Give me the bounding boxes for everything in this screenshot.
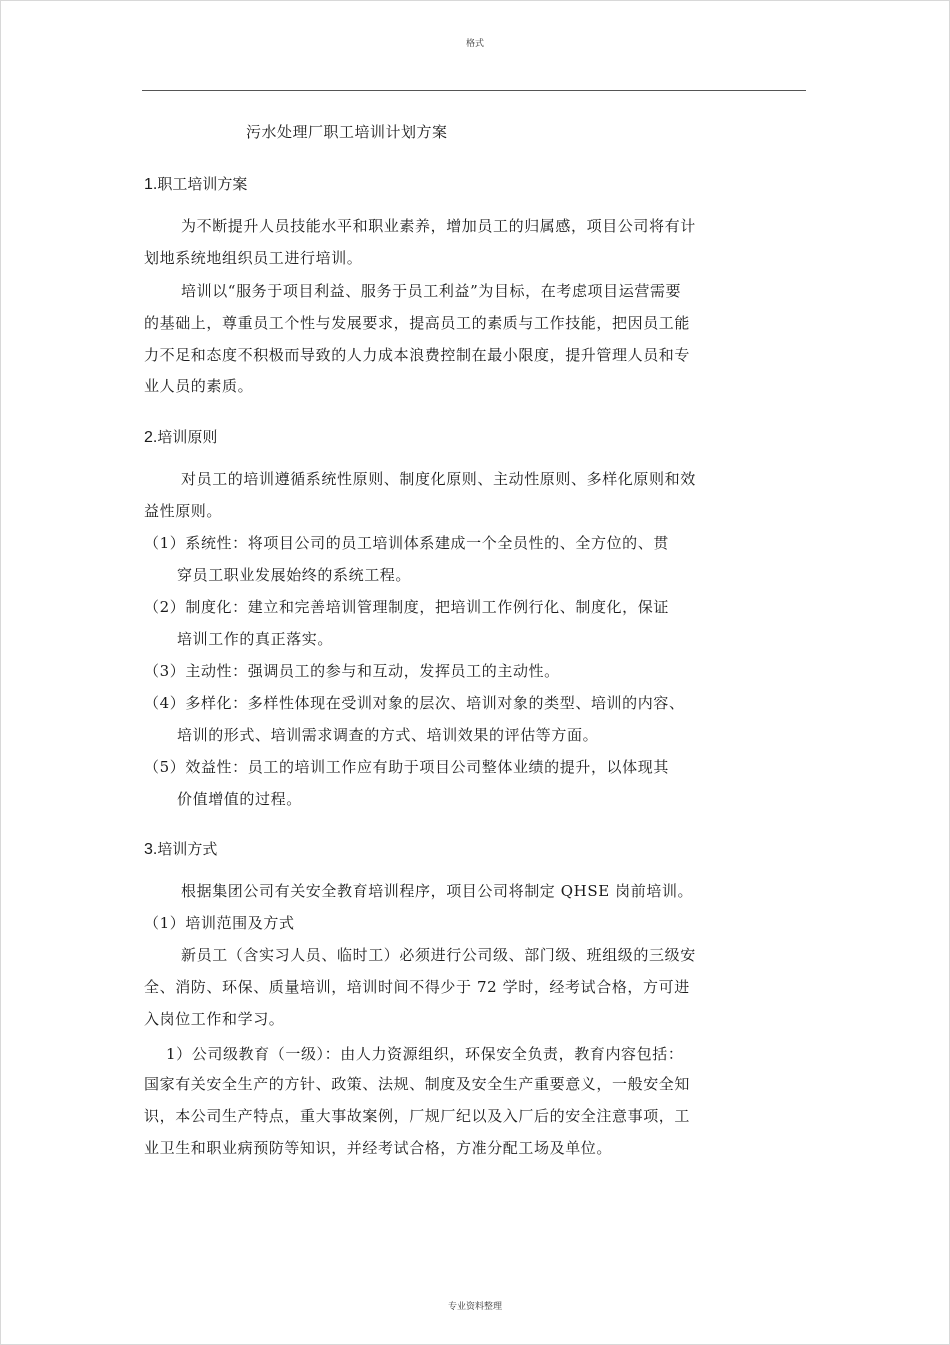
paragraph-line: 对员工的培训遵循系统性原则、制度化原则、主动性原则、多样化原则和效 [181,470,696,488]
paragraph-line: 识，本公司生产特点，重大事故案例，厂规厂纪以及入厂后的安全注意事项，工 [144,1107,691,1125]
paragraph-line: 为不断提升人员技能水平和职业素养，增加员工的归属感，项目公司将有计 [181,217,696,235]
list-item-line: 价值增值的过程。 [177,790,302,808]
section-label: 培训方式 [157,840,218,858]
section-number: 1. [144,176,158,193]
section-heading-2 [144,426,217,447]
paragraph-line: 全、消防、环保、质量培训，培训时间不得少于 72 学时，经考试合格，方可进 [144,978,690,996]
section-number: 3. [144,841,158,858]
paragraph-line: 划地系统地组织员工进行培训。 [144,249,363,267]
subheading-line: （1）培训范围及方式 [144,914,295,932]
list-item-line: 培训工作的真正落实。 [177,630,334,648]
section-heading-1 [144,173,247,194]
page-footer: 专业资料整理 [447,1302,502,1312]
paragraph-line: 国家有关安全生产的方针、政策、法规、制度及安全生产重要意义，一般安全知 [144,1075,691,1093]
paragraph-line: 入岗位工作和学习。 [144,1010,285,1028]
list-item-line: （3）主动性：强调员工的参与和互动，发挥员工的主动性。 [144,662,560,680]
section-number: 2. [144,429,158,446]
document-title: 污水处理厂职工培训计划方案 [246,123,448,141]
list-item-line: 培训的形式、培训需求调查的方式、培训效果的评估等方面。 [177,726,599,744]
paragraph-line: 的基础上，尊重员工个性与发展要求，提高员工的素质与工作技能，把因员工能 [144,314,691,332]
section-heading-3 [144,838,217,859]
paragraph-line: 业卫生和职业病预防等知识，并经考试合格，方准分配工场及单位。 [144,1139,613,1157]
paragraph-line: 新员工（含实习人员、临时工）必须进行公司级、部门级、班组级的三级安 [181,946,696,964]
paragraph-line: 力不足和态度不积极而导致的人力成本浪费控制在最小限度，提升管理人员和专 [144,346,691,364]
header-rule [142,90,806,91]
list-item-line: （2）制度化：建立和完善培训管理制度，把培训工作例行化、制度化，保证 [144,598,669,616]
list-item-line: （1）系统性：将项目公司的员工培训体系建成一个全员性的、全方位的、贯 [144,534,669,552]
paragraph-line: 根据集团公司有关安全教育培训程序，项目公司将制定 QHSE 岗前培训。 [181,882,694,900]
section-label: 职工培训方案 [157,175,248,193]
paragraph-line: 培训以“服务于项目利益、服务于员工利益”为目标，在考虑项目运营需要 [181,282,682,300]
list-item-line: （4）多样化：多样性体现在受训对象的层次、培训对象的类型、培训的内容、 [144,694,685,712]
section-label: 培训原则 [157,428,218,446]
list-item-line: 穿员工职业发展始终的系统工程。 [177,566,412,584]
paragraph-line: 1）公司级教育（一级）：由人力资源组织，环保安全负责，教育内容包括： [166,1045,684,1063]
paragraph-line: 益性原则。 [144,502,223,520]
paragraph-line: 业人员的素质。 [144,377,254,395]
list-item-line: （5）效益性：员工的培训工作应有助于项目公司整体业绩的提升，以体现其 [144,758,669,776]
page-header: 格式 [465,39,484,49]
